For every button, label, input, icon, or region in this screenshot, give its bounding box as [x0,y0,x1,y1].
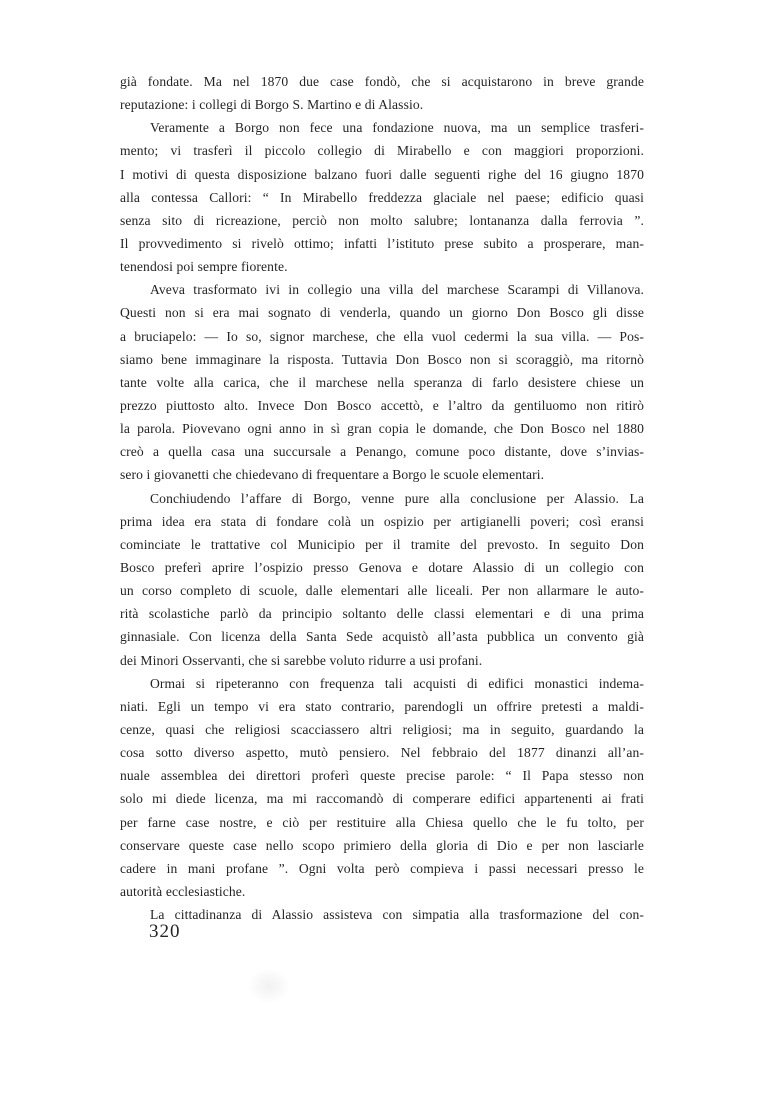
text-line: ginnasiale. Con licenza della Santa Sede acquistò all’asta pubblica un convento già [120,629,644,645]
text-block [120,70,644,926]
text-line: già fondate. Ma nel 1870 due case fondò, che si acquistarono in breve grande [120,74,644,89]
text-line: siamo bene immaginare la risposta. Tuttavia Don Bosco non si scoraggiò, ma ritornò [120,351,644,367]
text-line: a bruciapelo: — Io so, signor marchese, che ella vuol cedermi la sua villa. — Pos- [120,328,644,344]
paragraph [120,672,644,903]
text-line: cosa sotto diverso aspetto, mutò pensiero. Nel febbraio del 1877 dinanzi all’an- [120,745,644,761]
text-line: solo mi diede licenza, ma mi raccomandò di comperare edifici appartenenti ai frati [120,791,644,807]
text-line: I motivi di questa disposizione balzano fuori dalle seguenti righe del 16 giugno 1870 [120,166,644,182]
text-line: conservare queste case nello scopo primiero della gloria di Dio e per non lasciarle [120,837,644,853]
text-line: Aveva trasformato ivi in collegio una villa del marchese Scarampi di Villanova. [150,282,644,298]
text-line: alla contessa Callori: “ In Mirabello freddezza glaciale nel paese; edificio quasi [120,189,644,205]
text-line: Bosco preferì aprire l’ospizio presso Genova e dotare Alassio di un collegio con [120,559,644,575]
text-line: senza sito di ricreazione, perciò non molto salubre; lontananza dalla ferrovia ”. [120,212,644,228]
paragraph [120,487,644,672]
text-line: tenendosi poi sempre fiorente. [120,259,288,275]
text-line: Conchiudendo l’affare di Borgo, venne pure alla conclusione per Alassio. La [150,490,644,506]
text-line: creò a quella casa una succursale a Penango, comune poco distante, dove s’invias- [120,444,644,460]
text-line: Il provvedimento si rivelò ottimo; infatti l’istituto prese subito a prosperare, man- [120,235,644,251]
paragraph [120,903,644,926]
text-line: La cittadinanza di Alassio assisteva con simpatia alla trasformazione del con- [150,907,644,923]
text-line: per farne case nostre, e ciò per restituire alla Chiesa quello che le fu tolto, per [120,814,644,830]
text-line: cominciate le trattative col Municipio per il tramite del prevosto. In seguito Don [120,536,644,552]
page-number: 320 [149,921,181,942]
paragraph [120,70,644,116]
text-line: mento; vi trasferì il piccolo collegio di Mirabello e con maggiori proporzioni. [120,143,644,159]
text-line: Ormai si ripeteranno con frequenza tali acquisti di edifici monastici indema- [150,675,644,691]
text-line: prezzo piuttosto alto. Invece Don Bosco accettò, e l’altro da gentiluomo non ritirò [120,397,644,413]
text-line: nuale assemblea dei direttori proferì queste precise parole: “ Il Papa stesso non [120,768,644,784]
text-line: la parola. Piovevano ogni anno in sì gran copia le domande, che Don Bosco nel 1880 [120,421,644,437]
text-line: Questi non si era mai sognato di venderla, quando un giorno Don Bosco gli disse [120,305,644,321]
text-line: dei Minori Osservanti, che si sarebbe voluto ridurre a usi profani. [120,652,483,668]
text-line: un corso completo di scuole, dalle elementari alle liceali. Per non allarmare le auto- [120,583,644,599]
text-line: Veramente a Borgo non fece una fondazione nuova, ma un semplice trasferi- [150,120,644,136]
scan-smudge [248,968,290,1004]
text-line: prima idea era stata di fondare colà un ospizio per artigianelli poveri; così eransi [120,513,644,529]
text-line: sero i giovanetti che chiedevano di frequentare a Borgo le scuole elementari. [120,467,545,483]
text-line: niati. Egli un tempo vi era stato contrario, parendogli un offrire pretesti a maldi- [120,698,644,714]
text-line: cenze, quasi che religiosi scacciassero altri religiosi; ma in seguito, guardando la [120,721,644,737]
text-line: cadere in mani profane ”. Ogni volta però compieva i passi necessari presso le [120,860,644,876]
text-line: tante volte alla carica, che il marchese nella speranza di farlo desistere chiese un [120,374,644,390]
text-line: reputazione: i collegi di Borgo S. Martino e di Alassio. [120,97,424,113]
paragraph [120,278,644,486]
paragraph [120,116,644,278]
text-line: rità scolastiche parlò da principio soltanto delle classi elementari e di una prima [120,606,644,622]
text-line: autorità ecclesiastiche. [120,883,246,899]
